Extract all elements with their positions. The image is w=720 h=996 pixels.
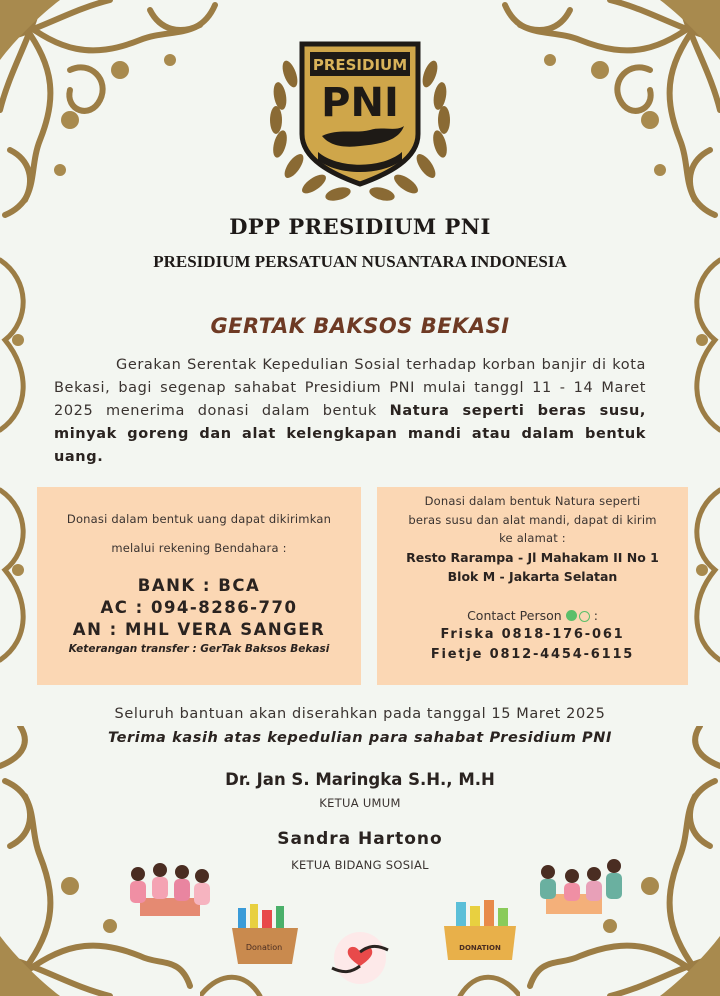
volunteers-left-illustration xyxy=(118,862,218,920)
intro-paragraph xyxy=(54,354,646,469)
bank-name: BANK : BCA xyxy=(137,576,261,595)
donation-bag-illustration xyxy=(228,900,302,968)
org-full-name: PRESIDIUM PERSATUAN NUSANTARA INDONESIA xyxy=(153,252,567,271)
contact-label: Contact Person xyxy=(467,608,562,623)
phone-icon xyxy=(566,610,577,621)
signatory-2-name: Sandra Hartono xyxy=(277,829,443,849)
transfer-note: Keterangan transfer : GerTak Baksos Bekasi xyxy=(68,643,330,655)
signatory-1-name: Dr. Jan S. Maringka S.H., M.H xyxy=(225,770,495,789)
event-title: GERTAK BAKSOS BEKASI xyxy=(210,314,510,338)
account-holder: AN : MHL VERA SANGER xyxy=(72,620,326,639)
account-number: AC : 094-8286-770 xyxy=(100,598,298,617)
address-line-1: Resto Rarampa - Jl Mahakam II No 1 xyxy=(406,550,659,565)
ornament-top-left xyxy=(0,0,230,230)
money-line-2: melalui rekening Bendahara : xyxy=(111,541,287,555)
address-line-2: Blok M - Jakarta Selatan xyxy=(447,569,618,584)
box-label: DONATION xyxy=(459,944,501,952)
intro-end: . xyxy=(97,449,104,465)
whatsapp-icon xyxy=(579,611,590,622)
goods-donation-box xyxy=(377,487,688,685)
handover-note: Seluruh bantuan akan diserahkan pada tanggal 15 Maret 2025 xyxy=(114,706,606,722)
signatory-1-role: KETUA UMUM xyxy=(319,796,401,810)
thanks-note: Terima kasih atas kepedulian para sahabat Presidium PNI xyxy=(107,730,613,746)
org-title: DPP PRESIDIUM PNI xyxy=(229,214,491,239)
intro-bold-text: Natura seperti beras susu, minyak goreng dan alat kelengkapan mandi atau dalam bentuk uang xyxy=(54,403,647,465)
ornament-top-right xyxy=(490,0,720,230)
logo-presidium-text: PRESIDIUM xyxy=(312,56,408,74)
intro-text: Gerakan Serentak Kepedulian Sosial terhadap korban banjir di kota Bekasi, bagi segenap sahabat Presidium PNI mulai tanggl 11 - 14 Maret 2025 menerima donasi dalam bentuk xyxy=(54,357,646,419)
money-line-1: Donasi dalam bentuk uang dapat dikirimkan xyxy=(66,512,332,526)
goods-line-1: Donasi dalam bentuk Natura seperti xyxy=(424,494,641,508)
presidium-pni-logo xyxy=(258,34,462,204)
volunteers-right-illustration xyxy=(532,858,624,918)
heart-hands-icon xyxy=(326,928,394,986)
goods-line-2: beras susu dan alat mandi, dapat di kirim xyxy=(408,513,657,527)
contact-friska: Friska 0818-176-061 xyxy=(440,627,625,642)
contact-fietje: Fietje 0812-4454-6115 xyxy=(430,647,635,662)
goods-line-3: ke alamat : xyxy=(499,531,566,545)
bag-label: Donation xyxy=(245,943,283,952)
logo-pni-text: PNI xyxy=(321,80,399,126)
signatory-2-role: KETUA BIDANG SOSIAL xyxy=(291,858,429,872)
money-donation-box xyxy=(37,487,361,685)
contact-person-row xyxy=(377,608,688,623)
donation-box-illustration xyxy=(440,898,520,962)
contact-colon: : xyxy=(593,608,598,623)
